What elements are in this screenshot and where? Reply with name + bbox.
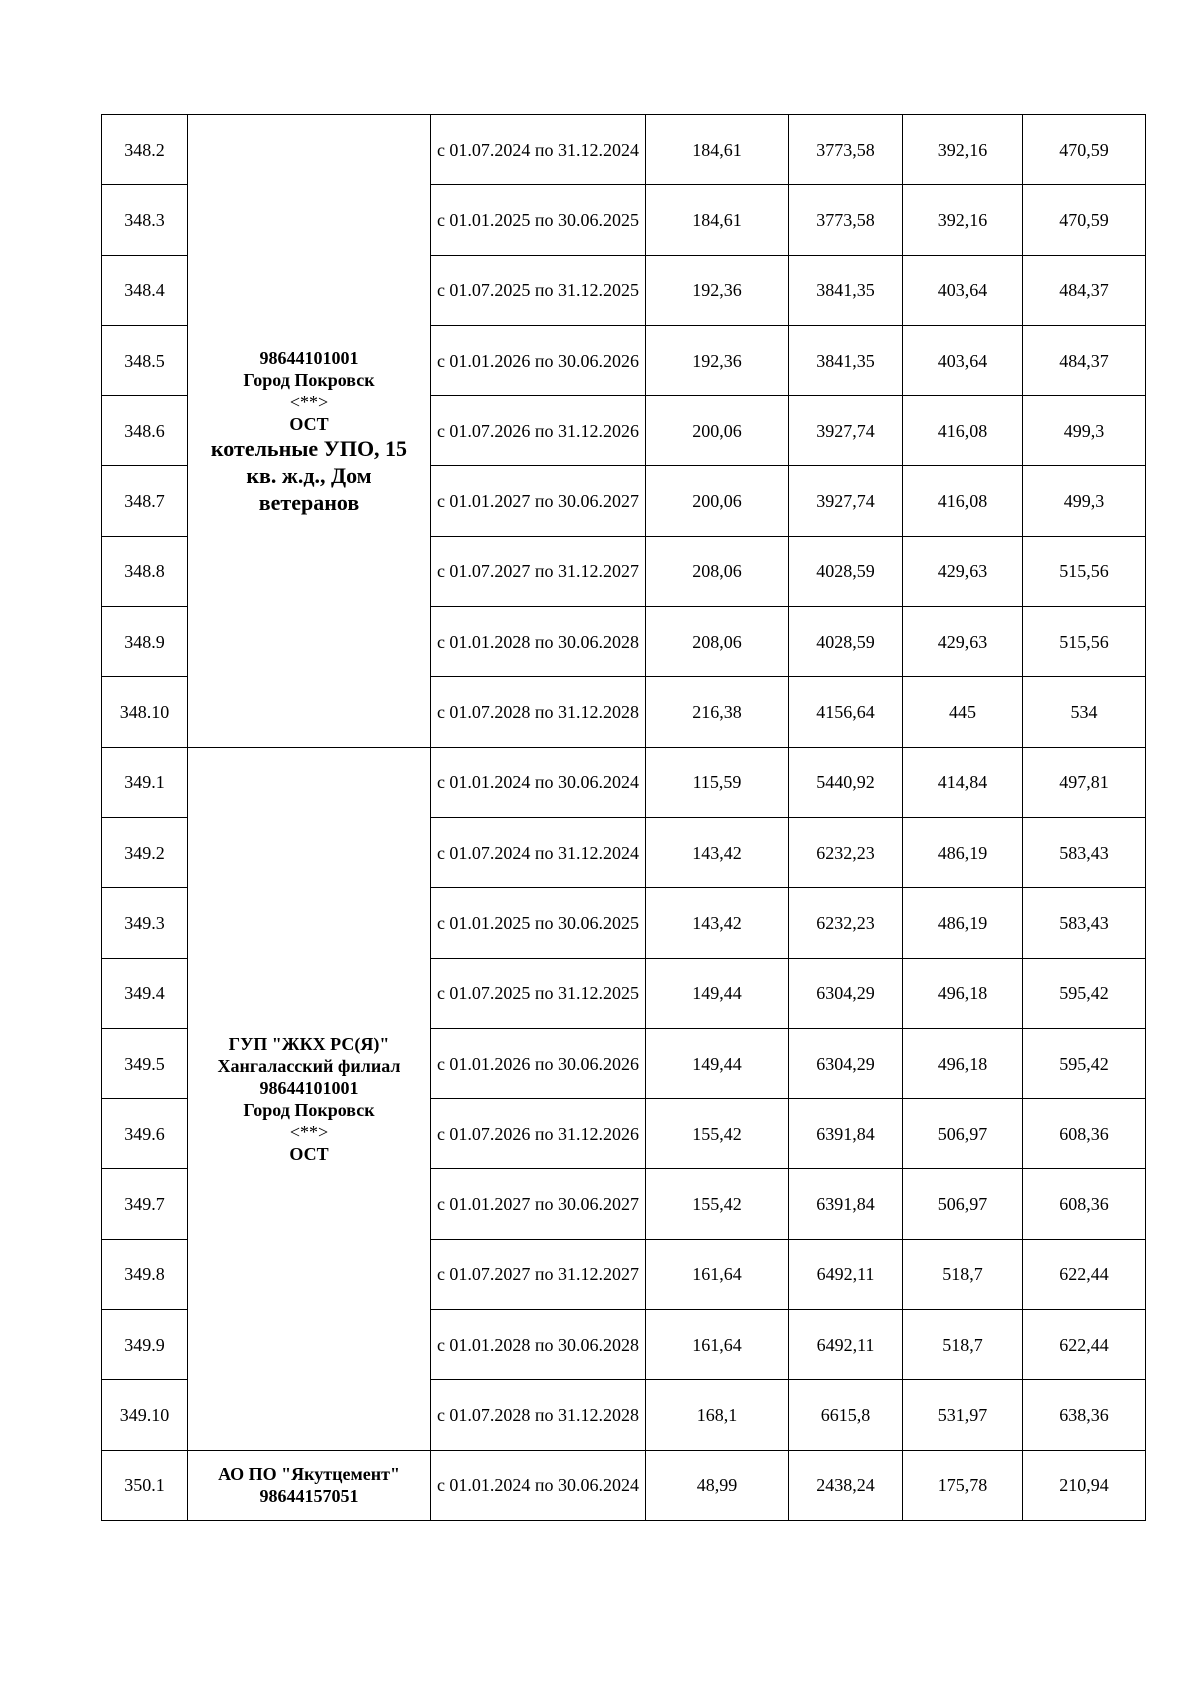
value-2-cell: 6232,23 — [789, 817, 903, 887]
period-cell: с 01.07.2027 по 31.12.2027 — [431, 536, 646, 606]
value-3-cell: 175,78 — [903, 1450, 1023, 1520]
row-number: 349.4 — [102, 958, 188, 1028]
value-2-cell: 6391,84 — [789, 1169, 903, 1239]
value-3-cell: 506,97 — [903, 1099, 1023, 1169]
row-number: 348.5 — [102, 325, 188, 395]
period-cell: с 01.01.2025 по 30.06.2025 — [431, 888, 646, 958]
period-cell: с 01.01.2028 по 30.06.2028 — [431, 1310, 646, 1380]
value-3-cell: 518,7 — [903, 1310, 1023, 1380]
value-4-cell: 210,94 — [1023, 1450, 1146, 1520]
value-4-cell: 499,3 — [1023, 466, 1146, 536]
value-4-cell: 583,43 — [1023, 817, 1146, 887]
value-1-cell: 192,36 — [646, 325, 789, 395]
period-cell: с 01.07.2028 по 31.12.2028 — [431, 677, 646, 747]
value-1-cell: 115,59 — [646, 747, 789, 817]
value-4-cell: 515,56 — [1023, 536, 1146, 606]
value-1-cell: 208,06 — [646, 536, 789, 606]
org-city: Город Покровск — [243, 1099, 375, 1120]
value-2-cell: 6304,29 — [789, 958, 903, 1028]
value-1-cell: 208,06 — [646, 607, 789, 677]
value-2-cell: 6615,8 — [789, 1380, 903, 1450]
value-4-cell: 499,3 — [1023, 396, 1146, 466]
period-cell: с 01.01.2027 по 30.06.2027 — [431, 1169, 646, 1239]
value-4-cell: 534 — [1023, 677, 1146, 747]
row-number: 349.7 — [102, 1169, 188, 1239]
row-number: 349.2 — [102, 817, 188, 887]
value-1-cell: 168,1 — [646, 1380, 789, 1450]
value-2-cell: 6232,23 — [789, 888, 903, 958]
value-1-cell: 161,64 — [646, 1239, 789, 1309]
period-cell: с 01.01.2026 по 30.06.2026 — [431, 325, 646, 395]
row-number: 349.3 — [102, 888, 188, 958]
period-cell: с 01.01.2024 по 30.06.2024 — [431, 747, 646, 817]
value-4-cell: 583,43 — [1023, 888, 1146, 958]
value-3-cell: 486,19 — [903, 888, 1023, 958]
period-cell: с 01.01.2025 по 30.06.2025 — [431, 185, 646, 255]
value-3-cell: 392,16 — [903, 185, 1023, 255]
org-type: ОСТ — [289, 1143, 329, 1164]
value-2-cell: 3773,58 — [789, 115, 903, 185]
value-1-cell: 143,42 — [646, 817, 789, 887]
org-mark: <**> — [289, 392, 329, 413]
value-1-cell: 200,06 — [646, 396, 789, 466]
value-1-cell: 200,06 — [646, 466, 789, 536]
value-2-cell: 6492,11 — [789, 1239, 903, 1309]
org-cell-349 — [188, 747, 431, 1450]
value-4-cell: 608,36 — [1023, 1099, 1146, 1169]
value-3-cell: 531,97 — [903, 1380, 1023, 1450]
value-2-cell: 3773,58 — [789, 185, 903, 255]
value-4-cell: 622,44 — [1023, 1310, 1146, 1380]
value-2-cell: 4028,59 — [789, 536, 903, 606]
value-1-cell: 184,61 — [646, 185, 789, 255]
value-1-cell: 216,38 — [646, 677, 789, 747]
value-3-cell: 496,18 — [903, 1028, 1023, 1098]
value-1-cell: 155,42 — [646, 1169, 789, 1239]
value-3-cell: 429,63 — [903, 607, 1023, 677]
value-3-cell: 392,16 — [903, 115, 1023, 185]
value-4-cell: 484,37 — [1023, 255, 1146, 325]
value-2-cell: 3841,35 — [789, 255, 903, 325]
row-number: 349.6 — [102, 1099, 188, 1169]
value-1-cell: 149,44 — [646, 958, 789, 1028]
org-mark: <**> — [289, 1121, 329, 1142]
period-cell: с 01.07.2025 по 31.12.2025 — [431, 255, 646, 325]
period-cell: с 01.01.2024 по 30.06.2024 — [431, 1450, 646, 1520]
value-4-cell: 638,36 — [1023, 1380, 1146, 1450]
value-2-cell: 3927,74 — [789, 466, 903, 536]
period-cell: с 01.07.2027 по 31.12.2027 — [431, 1239, 646, 1309]
org-code: 98644157051 — [259, 1486, 359, 1507]
value-3-cell: 403,64 — [903, 255, 1023, 325]
period-cell: с 01.01.2027 по 30.06.2027 — [431, 466, 646, 536]
value-3-cell: 486,19 — [903, 817, 1023, 887]
period-cell: с 01.07.2028 по 31.12.2028 — [431, 1380, 646, 1450]
value-2-cell: 6391,84 — [789, 1099, 903, 1169]
row-number: 349.10 — [102, 1380, 188, 1450]
period-cell: с 01.07.2025 по 31.12.2025 — [431, 958, 646, 1028]
value-4-cell: 497,81 — [1023, 747, 1146, 817]
value-4-cell: 622,44 — [1023, 1239, 1146, 1309]
value-3-cell: 496,18 — [903, 958, 1023, 1028]
row-number: 349.5 — [102, 1028, 188, 1098]
value-1-cell: 184,61 — [646, 115, 789, 185]
period-cell: с 01.07.2024 по 31.12.2024 — [431, 115, 646, 185]
row-number: 348.2 — [102, 115, 188, 185]
value-4-cell: 608,36 — [1023, 1169, 1146, 1239]
value-1-cell: 155,42 — [646, 1099, 789, 1169]
value-2-cell: 5440,92 — [789, 747, 903, 817]
value-4-cell: 595,42 — [1023, 958, 1146, 1028]
row-number: 350.1 — [102, 1450, 188, 1520]
row-number: 349.1 — [102, 747, 188, 817]
org-cell-350 — [188, 1450, 431, 1520]
value-2-cell: 4156,64 — [789, 677, 903, 747]
value-3-cell: 414,84 — [903, 747, 1023, 817]
value-4-cell: 470,59 — [1023, 115, 1146, 185]
value-2-cell: 3927,74 — [789, 396, 903, 466]
value-2-cell: 4028,59 — [789, 607, 903, 677]
org-name: АО ПО "Якутцемент" — [218, 1464, 400, 1485]
period-cell: с 01.07.2024 по 31.12.2024 — [431, 817, 646, 887]
row-number: 348.3 — [102, 185, 188, 255]
value-3-cell: 518,7 — [903, 1239, 1023, 1309]
value-3-cell: 416,08 — [903, 466, 1023, 536]
value-1-cell: 48,99 — [646, 1450, 789, 1520]
tariff-table — [101, 114, 1146, 1521]
value-1-cell: 149,44 — [646, 1028, 789, 1098]
value-1-cell: 192,36 — [646, 255, 789, 325]
org-desc-line2: кв. ж.д., Дом — [246, 463, 372, 489]
row-number: 349.9 — [102, 1310, 188, 1380]
period-cell: с 01.01.2028 по 30.06.2028 — [431, 607, 646, 677]
value-1-cell: 161,64 — [646, 1310, 789, 1380]
row-number: 349.8 — [102, 1239, 188, 1309]
org-code: 98644101001 — [259, 1077, 359, 1098]
value-2-cell: 2438,24 — [789, 1450, 903, 1520]
org-city: Город Покровск — [243, 370, 375, 391]
org-type: ОСТ — [289, 414, 329, 435]
org-desc-line1: котельные УПО, 15 — [210, 436, 408, 462]
value-4-cell: 470,59 — [1023, 185, 1146, 255]
org-branch: Хангаласский филиал — [217, 1055, 401, 1076]
value-4-cell: 515,56 — [1023, 607, 1146, 677]
row-number: 348.7 — [102, 466, 188, 536]
org-cell-348 — [188, 115, 431, 748]
value-3-cell: 416,08 — [903, 396, 1023, 466]
org-name: ГУП "ЖКХ РС(Я)" — [228, 1033, 390, 1054]
table-row — [102, 115, 1146, 185]
table-row — [102, 747, 1146, 817]
tariff-table-body — [102, 115, 1146, 1521]
org-desc-line3: ветеранов — [258, 490, 360, 516]
value-2-cell: 3841,35 — [789, 325, 903, 395]
org-code: 98644101001 — [259, 348, 359, 369]
value-4-cell: 484,37 — [1023, 325, 1146, 395]
row-number: 348.10 — [102, 677, 188, 747]
value-1-cell: 143,42 — [646, 888, 789, 958]
period-cell: с 01.01.2026 по 30.06.2026 — [431, 1028, 646, 1098]
period-cell: с 01.07.2026 по 31.12.2026 — [431, 1099, 646, 1169]
row-number: 348.6 — [102, 396, 188, 466]
row-number: 348.8 — [102, 536, 188, 606]
table-row — [102, 1450, 1146, 1520]
row-number: 348.9 — [102, 607, 188, 677]
value-2-cell: 6492,11 — [789, 1310, 903, 1380]
value-3-cell: 403,64 — [903, 325, 1023, 395]
value-3-cell: 429,63 — [903, 536, 1023, 606]
value-3-cell: 506,97 — [903, 1169, 1023, 1239]
row-number: 348.4 — [102, 255, 188, 325]
value-3-cell: 445 — [903, 677, 1023, 747]
value-2-cell: 6304,29 — [789, 1028, 903, 1098]
period-cell: с 01.07.2026 по 31.12.2026 — [431, 396, 646, 466]
value-4-cell: 595,42 — [1023, 1028, 1146, 1098]
